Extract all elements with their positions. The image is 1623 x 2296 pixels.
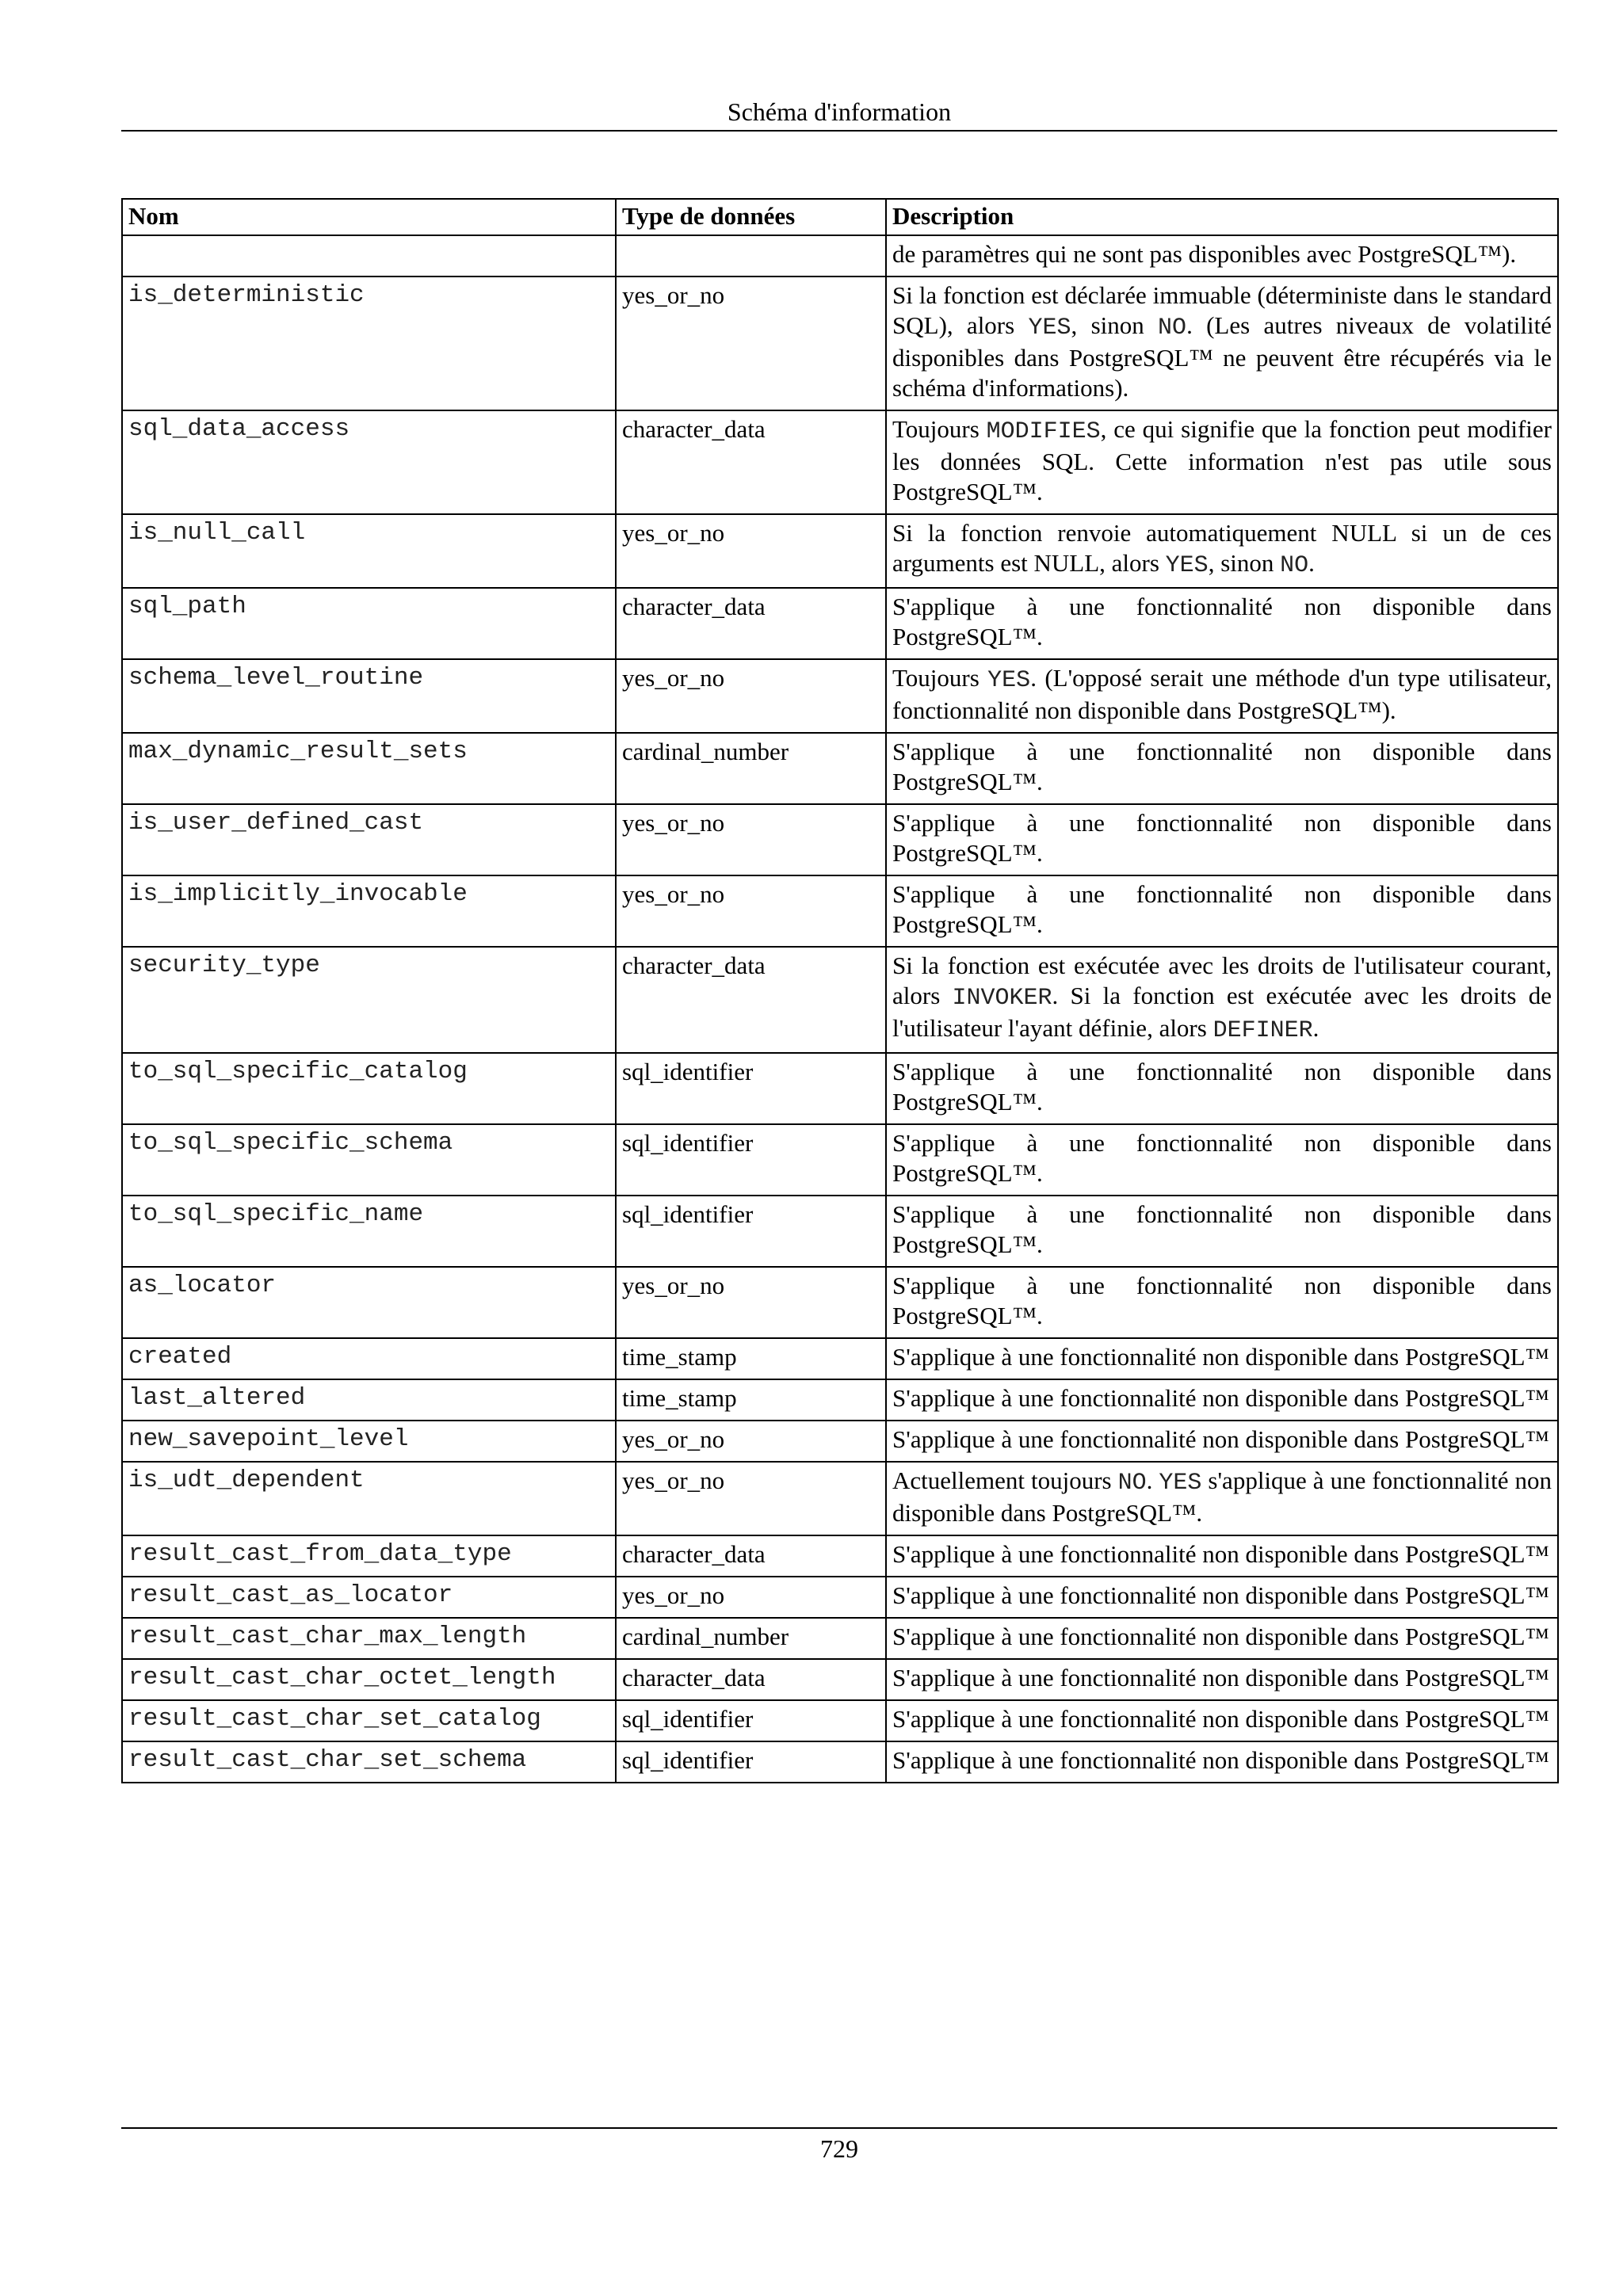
description-text: . [1146,1466,1159,1494]
attributes-table [121,198,1559,1783]
description-text: . [1308,549,1315,577]
description-text: Si la fonction est déclarée immuable (déterministe dans le standard SQL), alors [892,281,1552,339]
cell-type: yes_or_no [616,277,886,410]
cell-type: sql_identifier [616,1196,886,1267]
cell-nom: created [122,1338,616,1379]
cell-nom: sql_data_access [122,410,616,514]
cell-type: time_stamp [616,1379,886,1421]
column-header-description: Description [886,199,1558,235]
cell-description: S'applique à une fonctionnalité non disponible dans PostgreSQL™ [886,1700,1558,1741]
inline-code: MODIFIES [986,418,1101,445]
cell-nom: result_cast_from_data_type [122,1535,616,1577]
cell-description [886,1462,1558,1535]
cell-type: time_stamp [616,1338,886,1379]
cell-type: character_data [616,1535,886,1577]
cell-type: yes_or_no [616,1462,886,1535]
table-row [122,235,1558,277]
cell-type: character_data [616,410,886,514]
cell-nom: to_sql_specific_catalog [122,1053,616,1124]
inline-code: YES [1028,315,1071,341]
table-row [122,277,1558,410]
description-text: Toujours [892,664,988,692]
cell-description: S'applique à une fonctionnalité non disponible dans PostgreSQL™. [886,588,1558,659]
table-row [122,1462,1558,1535]
description-text: , ce qui signifie que la fonction peut modifier les données SQL. Cette information n'est pas utile sous PostgreSQL™. [892,415,1552,505]
cell-description [886,514,1558,588]
cell-nom: as_locator [122,1267,616,1338]
cell-description: S'applique à une fonctionnalité non disponible dans PostgreSQL™ [886,1577,1558,1618]
description-text: Toujours [892,415,987,443]
page-header [121,93,1557,132]
cell-nom: schema_level_routine [122,659,616,733]
page-number: 729 [820,2134,858,2163]
inline-code: YES [1159,1470,1202,1497]
inline-code: NO [1117,1470,1147,1497]
cell-type: yes_or_no [616,1421,886,1462]
table-row [122,410,1558,514]
table-row [122,1196,1558,1267]
description-text: Si la fonction renvoie automatiquement NULL si un de ces arguments est NULL, alors [892,519,1552,577]
inline-code: INVOKER [952,985,1052,1012]
cell-nom: new_savepoint_level [122,1421,616,1462]
table-row [122,1379,1558,1421]
cell-type: yes_or_no [616,804,886,875]
cell-description [886,410,1558,514]
column-header-type: Type de données [616,199,886,235]
cell-nom: to_sql_specific_name [122,1196,616,1267]
description-text: . (L'opposé serait une méthode d'un type utilisateur, fonctionnalité non disponible dans PostgreSQL™). [892,664,1552,724]
cell-nom: result_cast_char_set_schema [122,1741,616,1783]
table-header-row [122,199,1558,235]
inline-code: YES [1165,552,1209,579]
table-row [122,1741,1558,1783]
cell-description: S'applique à une fonctionnalité non disponible dans PostgreSQL™. [886,1053,1558,1124]
cell-type: sql_identifier [616,1741,886,1783]
table-row [122,733,1558,804]
cell-description: S'applique à une fonctionnalité non disponible dans PostgreSQL™. [886,1267,1558,1338]
page-header-title: Schéma d'information [727,97,952,126]
cell-nom: result_cast_char_octet_length [122,1659,616,1700]
cell-description: S'applique à une fonctionnalité non disponible dans PostgreSQL™. [886,1196,1558,1267]
cell-description: S'applique à une fonctionnalité non disponible dans PostgreSQL™ [886,1421,1558,1462]
cell-description [886,659,1558,733]
cell-nom: result_cast_char_max_length [122,1618,616,1659]
cell-nom [122,235,616,277]
table-row [122,947,1558,1053]
table-row [122,875,1558,947]
description-text: Si la fonction est exécutée avec les droits de l'utilisateur courant, alors [892,952,1552,1009]
description-text: Actuellement toujours [892,1466,1118,1494]
cell-description [886,947,1558,1053]
page-footer [121,2127,1557,2167]
cell-type: character_data [616,1659,886,1700]
cell-type: character_data [616,947,886,1053]
cell-description [886,277,1558,410]
cell-nom: is_implicitly_invocable [122,875,616,947]
table-row [122,588,1558,659]
cell-description: S'applique à une fonctionnalité non disponible dans PostgreSQL™ [886,1338,1558,1379]
cell-type: character_data [616,588,886,659]
table-row [122,804,1558,875]
cell-description: S'applique à une fonctionnalité non disponible dans PostgreSQL™. [886,875,1558,947]
cell-type: yes_or_no [616,659,886,733]
cell-nom: to_sql_specific_schema [122,1124,616,1196]
cell-nom: is_deterministic [122,277,616,410]
cell-type: sql_identifier [616,1053,886,1124]
cell-description: S'applique à une fonctionnalité non disponible dans PostgreSQL™ [886,1659,1558,1700]
inline-code: NO [1158,315,1187,341]
cell-nom: is_user_defined_cast [122,804,616,875]
description-text: s'applique à une fonctionnalité non disponible dans PostgreSQL™. [892,1466,1552,1527]
cell-nom: last_altered [122,1379,616,1421]
table-row [122,1577,1558,1618]
table-row [122,659,1558,733]
attributes-table-container [121,198,1557,1783]
cell-type: yes_or_no [616,1577,886,1618]
cell-description: S'applique à une fonctionnalité non disponible dans PostgreSQL™. [886,733,1558,804]
cell-description: de paramètres qui ne sont pas disponibles avec PostgreSQL™). [886,235,1558,277]
cell-nom: result_cast_as_locator [122,1577,616,1618]
description-text: , sinon [1208,549,1281,577]
table-row [122,1700,1558,1741]
table-row [122,1618,1558,1659]
cell-nom: is_udt_dependent [122,1462,616,1535]
table-row [122,1053,1558,1124]
cell-nom: max_dynamic_result_sets [122,733,616,804]
cell-nom: result_cast_char_set_catalog [122,1700,616,1741]
inline-code: DEFINER [1212,1017,1313,1044]
cell-type: yes_or_no [616,1267,886,1338]
inline-code: NO [1280,552,1309,579]
description-text: . [1312,1014,1319,1042]
table-body [122,235,1558,1783]
table-row [122,1338,1558,1379]
cell-type: cardinal_number [616,733,886,804]
table-row [122,1421,1558,1462]
cell-type: sql_identifier [616,1700,886,1741]
table-row [122,1124,1558,1196]
table-row [122,1267,1558,1338]
cell-description: S'applique à une fonctionnalité non disponible dans PostgreSQL™ [886,1741,1558,1783]
cell-description: S'applique à une fonctionnalité non disponible dans PostgreSQL™ [886,1535,1558,1577]
cell-type: yes_or_no [616,514,886,588]
cell-description: S'applique à une fonctionnalité non disponible dans PostgreSQL™. [886,804,1558,875]
description-text: . (Les autres niveaux de volatilité disponibles dans PostgreSQL™ ne peuvent être récupérés via le schéma d'informations). [892,311,1552,402]
table-row [122,514,1558,588]
cell-type: yes_or_no [616,875,886,947]
cell-description: S'applique à une fonctionnalité non disponible dans PostgreSQL™ [886,1379,1558,1421]
cell-description: S'applique à une fonctionnalité non disponible dans PostgreSQL™ [886,1618,1558,1659]
cell-description: S'applique à une fonctionnalité non disponible dans PostgreSQL™. [886,1124,1558,1196]
column-header-nom: Nom [122,199,616,235]
cell-nom: is_null_call [122,514,616,588]
cell-type [616,235,886,277]
inline-code: YES [987,667,1031,694]
cell-type: cardinal_number [616,1618,886,1659]
cell-nom: security_type [122,947,616,1053]
description-text: . Si la fonction est exécutée avec les droits de l'utilisateur l'ayant définie, alors [892,982,1552,1042]
description-text: , sinon [1071,311,1159,339]
cell-nom: sql_path [122,588,616,659]
table-row [122,1659,1558,1700]
cell-type: sql_identifier [616,1124,886,1196]
table-row [122,1535,1558,1577]
